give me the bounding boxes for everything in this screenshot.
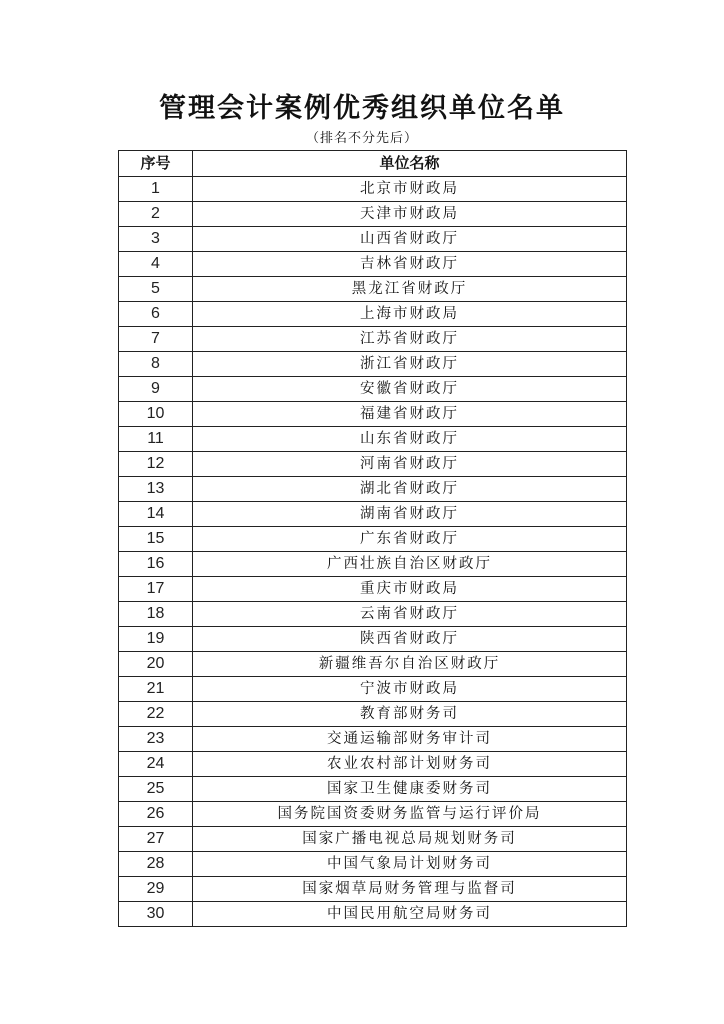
row-number-cell: 3 [119,227,193,252]
row-number-cell: 4 [119,252,193,277]
row-number-cell: 22 [119,702,193,727]
organization-list-table [118,150,627,927]
unit-name-cell: 宁波市财政局 [193,677,627,702]
unit-name-cell: 江苏省财政厅 [193,327,627,352]
table-row [119,677,627,702]
unit-name-cell: 国家广播电视总局规划财务司 [193,827,627,852]
table-row [119,552,627,577]
table-row [119,652,627,677]
row-number-cell: 17 [119,577,193,602]
unit-name-cell: 浙江省财政厅 [193,352,627,377]
row-number-cell: 25 [119,777,193,802]
row-number-cell: 20 [119,652,193,677]
unit-name-cell: 国家卫生健康委财务司 [193,777,627,802]
unit-name-cell: 新疆维吾尔自治区财政厅 [193,652,627,677]
table-row [119,902,627,927]
unit-name-cell: 湖南省财政厅 [193,502,627,527]
unit-name-cell: 中国气象局计划财务司 [193,852,627,877]
unit-name-cell: 教育部财务司 [193,702,627,727]
table-row [119,377,627,402]
row-number-cell: 27 [119,827,193,852]
unit-name-cell: 黑龙江省财政厅 [193,277,627,302]
table-row [119,852,627,877]
row-number-cell: 2 [119,202,193,227]
table-row [119,177,627,202]
unit-name-cell: 交通运输部财务审计司 [193,727,627,752]
unit-name-cell: 国务院国资委财务监管与运行评价局 [193,802,627,827]
row-number-cell: 24 [119,752,193,777]
table-row [119,827,627,852]
row-number-cell: 16 [119,552,193,577]
row-number-cell: 23 [119,727,193,752]
unit-name-cell: 湖北省财政厅 [193,477,627,502]
row-number-cell: 5 [119,277,193,302]
table-row [119,352,627,377]
table-row [119,777,627,802]
row-number-cell: 9 [119,377,193,402]
table-row [119,427,627,452]
unit-name-cell: 国家烟草局财务管理与监督司 [193,877,627,902]
row-number-cell: 14 [119,502,193,527]
table-row [119,502,627,527]
table-row [119,477,627,502]
page-subtitle: （排名不分先后） [305,131,418,146]
row-number-cell: 15 [119,527,193,552]
row-number-cell: 8 [119,352,193,377]
table-row [119,277,627,302]
row-number-cell: 12 [119,452,193,477]
row-number-cell: 11 [119,427,193,452]
table-row [119,302,627,327]
unit-name-cell: 河南省财政厅 [193,452,627,477]
unit-name-cell: 吉林省财政厅 [193,252,627,277]
row-number-cell: 28 [119,852,193,877]
unit-name-cell: 北京市财政局 [193,177,627,202]
row-number-cell: 6 [119,302,193,327]
unit-name-cell: 安徽省财政厅 [193,377,627,402]
row-number-cell: 26 [119,802,193,827]
unit-name-cell: 上海市财政局 [193,302,627,327]
row-number-cell: 21 [119,677,193,702]
row-number-cell: 19 [119,627,193,652]
table-row [119,877,627,902]
unit-name-cell: 中国民用航空局财务司 [193,902,627,927]
unit-name-cell: 广东省财政厅 [193,527,627,552]
table-row [119,202,627,227]
row-number-cell: 18 [119,602,193,627]
column-header-number: 序号 [119,151,193,177]
unit-name-cell: 山西省财政厅 [193,227,627,252]
table-header [119,151,627,177]
row-number-cell: 7 [119,327,193,352]
table-row [119,802,627,827]
table-row [119,227,627,252]
page-title: 管理会计案例优秀组织单位名单 [159,93,565,124]
table-row [119,727,627,752]
row-number-cell: 10 [119,402,193,427]
column-header-unit-name: 单位名称 [193,151,627,177]
table-row [119,402,627,427]
unit-name-cell: 陕西省财政厅 [193,627,627,652]
table-row [119,752,627,777]
unit-name-cell: 重庆市财政局 [193,577,627,602]
unit-name-cell: 福建省财政厅 [193,402,627,427]
unit-name-cell: 广西壮族自治区财政厅 [193,552,627,577]
table-row [119,252,627,277]
unit-name-cell: 云南省财政厅 [193,602,627,627]
table-row [119,702,627,727]
row-number-cell: 13 [119,477,193,502]
table-body [119,177,627,927]
table-row [119,527,627,552]
table-header-row [119,151,627,177]
table-row [119,602,627,627]
unit-name-cell: 山东省财政厅 [193,427,627,452]
table-row [119,627,627,652]
unit-name-cell: 农业农村部计划财务司 [193,752,627,777]
table-row [119,327,627,352]
row-number-cell: 30 [119,902,193,927]
row-number-cell: 29 [119,877,193,902]
table-row [119,452,627,477]
unit-name-cell: 天津市财政局 [193,202,627,227]
row-number-cell: 1 [119,177,193,202]
table-row [119,577,627,602]
